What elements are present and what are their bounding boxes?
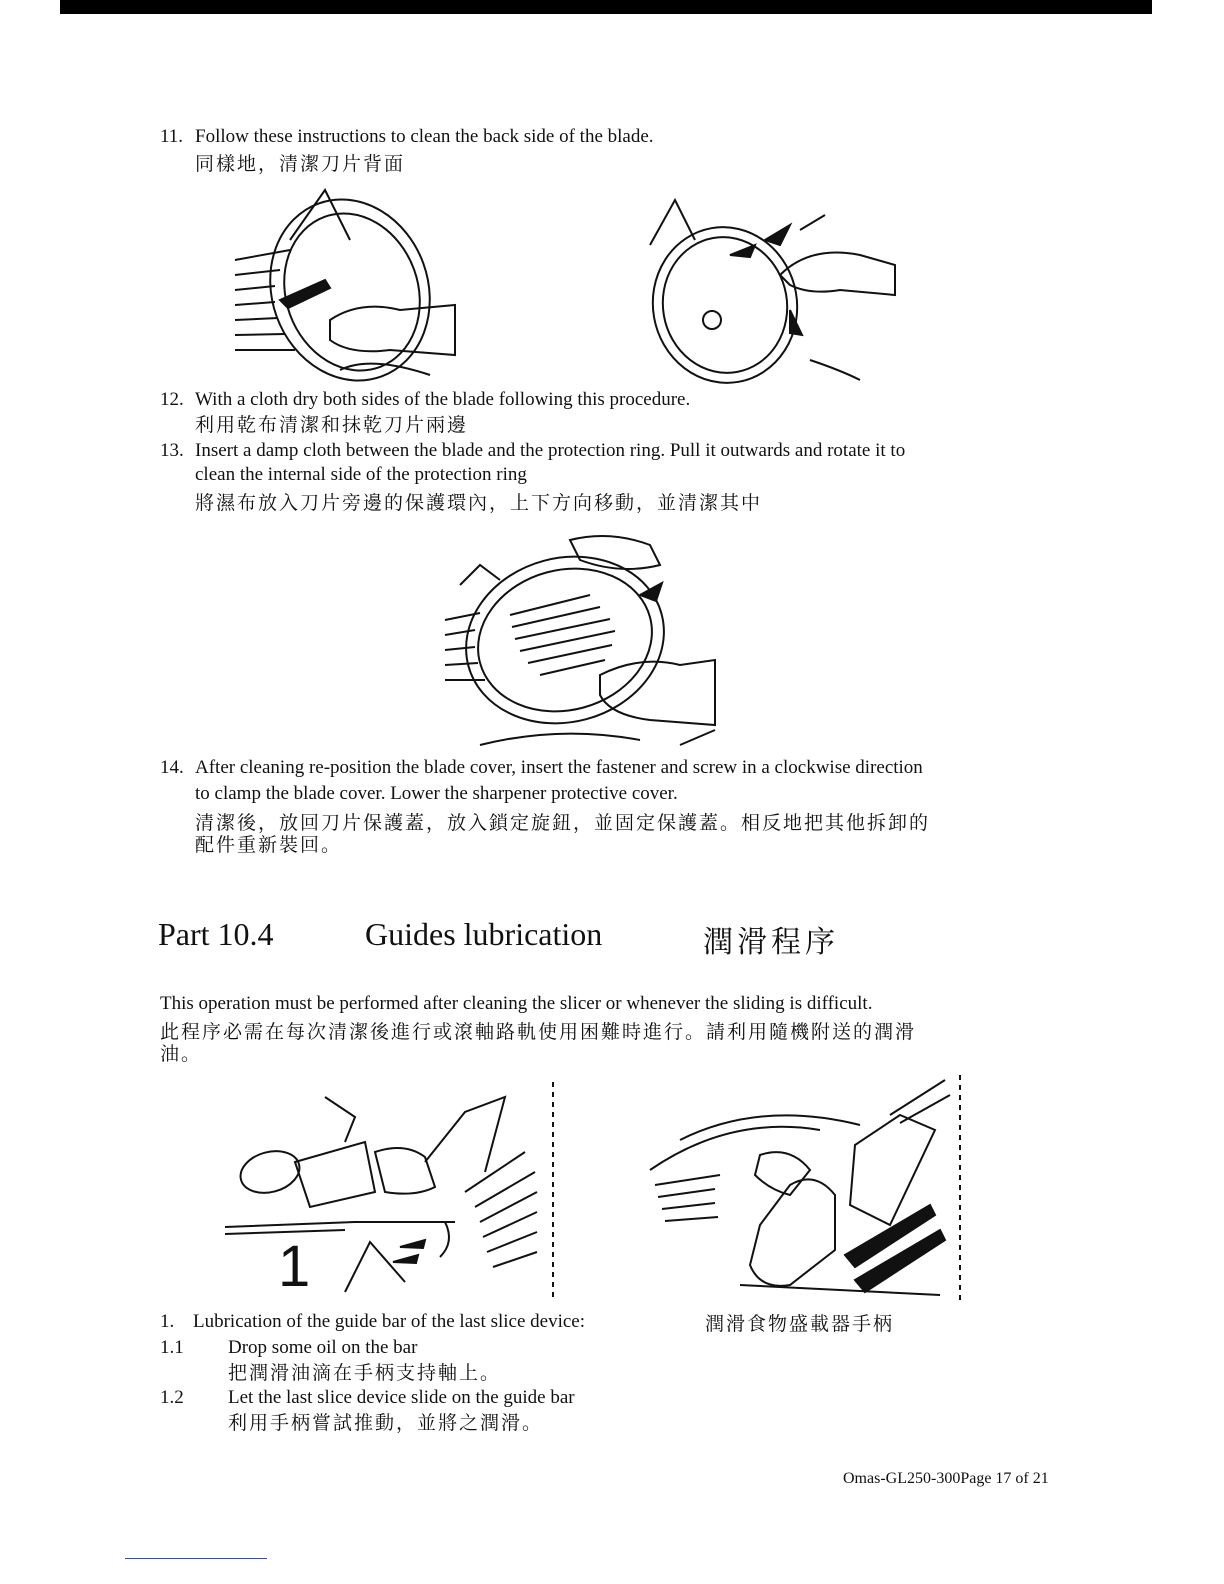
lubrication-item-1-2-text: Let the last slice device slide on the guide bar <box>228 1387 575 1408</box>
oil-drop-illustration <box>225 1082 565 1307</box>
lubrication-item-1-2-number: 1.2 <box>160 1387 184 1408</box>
step-11-number: 11. <box>160 126 184 147</box>
page-footer: Omas-GL250-300Page 17 of 21 <box>843 1470 1049 1487</box>
step-14-number: 14. <box>160 757 184 778</box>
lubrication-item-1-1-number: 1.1 <box>160 1337 184 1358</box>
step-13-text-zh: 將濕布放入刀片旁邊的保護環內，上下方向移動，並清潔其中 <box>195 492 763 514</box>
step-14-text-zh-line1: 清潔後，放回刀片保護蓋，放入鎖定旋鈕，並固定保護蓋。相反地把其他拆卸的 <box>195 812 931 834</box>
lubrication-item-1-1-text: Drop some oil on the bar <box>228 1337 418 1358</box>
step-13-number: 13. <box>160 440 184 461</box>
figure-label: 1 <box>278 1234 311 1299</box>
section-part-number: Part 10.4 <box>158 916 274 952</box>
lubrication-item-1-2-text-zh: 利用手柄嘗試推動，並將之潤滑。 <box>228 1412 544 1434</box>
step-14-text-zh-line2: 配件重新裝回。 <box>195 834 343 856</box>
lubrication-item-1-text: Lubrication of the guide bar of the last slice device: <box>193 1311 585 1332</box>
step-14-text-line1: After cleaning re-position the blade cover, insert the fastener and screw in a clockwise direction <box>195 757 923 778</box>
step-12-text: With a cloth dry both sides of the blade following this procedure. <box>195 389 691 410</box>
step-12-text-zh: 利用乾布清潔和抹乾刀片兩邊 <box>195 414 469 436</box>
section-title: Guides lubrication <box>365 916 603 952</box>
section-intro: This operation must be performed after cleaning the slicer or whenever the sliding is difficult. <box>160 993 873 1014</box>
lubrication-item-1-1-text-zh: 把潤滑油滴在手柄支持軸上。 <box>228 1362 502 1384</box>
blade-cleaning-illustration-right <box>630 185 900 385</box>
step-12-number: 12. <box>160 389 184 410</box>
carriage-slide-illustration <box>640 1075 970 1310</box>
step-13-text-line1: Insert a damp cloth between the blade and the protection ring. Pull it outwards and rotate it to <box>195 440 906 461</box>
protection-ring-cleaning-illustration <box>440 525 720 750</box>
section-intro-zh-line2: 油。 <box>160 1043 203 1065</box>
lubrication-item-1-number: 1. <box>160 1311 175 1332</box>
bottom-rule <box>125 1558 267 1559</box>
step-13-text-line2: clean the internal side of the protection ring <box>195 464 527 485</box>
lubrication-item-1-text-zh: 潤滑食物盛載器手柄 <box>705 1313 895 1335</box>
section-intro-zh-line1: 此程序必需在每次清潔後進行或滾軸路軌使用困難時進行。請利用隨機附送的潤滑 <box>160 1021 917 1043</box>
top-border-bar <box>60 0 1152 14</box>
step-14-text-line2: to clamp the blade cover. Lower the sharpener protective cover. <box>195 783 678 804</box>
step-11-text-zh: 同樣地，清潔刀片背面 <box>195 153 406 175</box>
step-11-text: Follow these instructions to clean the back side of the blade. <box>195 126 654 147</box>
blade-cleaning-illustration-left <box>230 180 460 390</box>
section-title-zh: 潤滑程序 <box>703 925 839 960</box>
